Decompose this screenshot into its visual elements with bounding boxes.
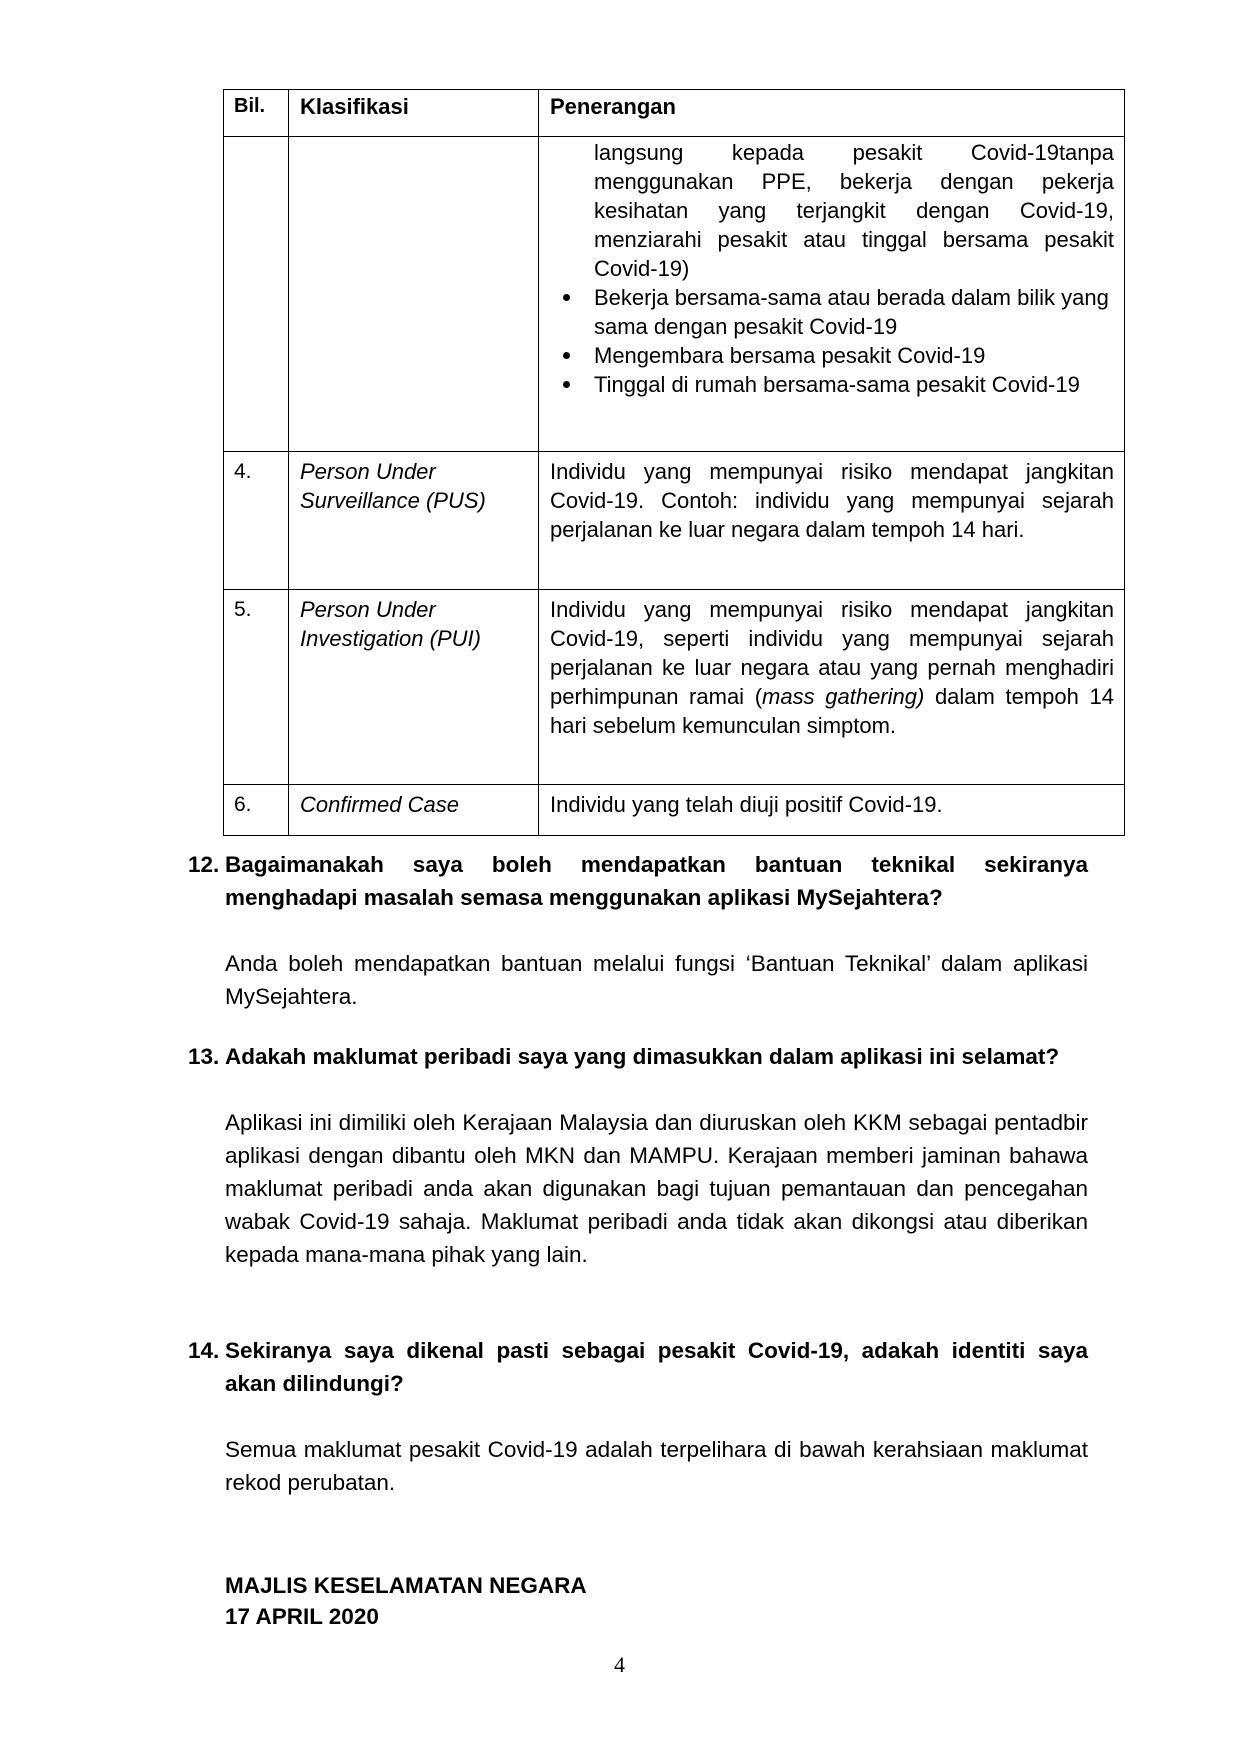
- faq-number: 12.: [188, 852, 220, 877]
- faq-number: 14.: [188, 1338, 220, 1363]
- cell-klasifikasi: Person Under Surveillance (PUS): [289, 452, 539, 590]
- faq-question-text: Adakah maklumat peribadi saya yang dimasukkan dalam aplikasi ini selamat?: [225, 1044, 1060, 1069]
- cell-klasifikasi: Person Under Investigation (PUI): [289, 590, 539, 785]
- cell-klasifikasi: Confirmed Case: [289, 785, 539, 836]
- desc-text: dalam tempoh 14 hari sebelum kemunculan simptom.: [550, 684, 1114, 738]
- faq-question-text: Sekiranya saya dikenal pasti sebagai pesakit Covid-19, adakah identiti saya akan dilindungi?: [225, 1338, 1088, 1396]
- faq-answer: Aplikasi ini dimiliki oleh Kerajaan Malaysia dan diuruskan oleh KKM sebagai pentadbir aplikasi dengan dibantu oleh MKN dan MAMPU. Kerajaan memberi jaminan bahawa maklumat peribadi anda akan digunakan bagi tujuan pemantauan dan pencegahan wabak Covid-19 sahaja. Maklumat peribadi anda tidak akan dikongsi atau diberikan kepada mana-mana pihak yang lain.: [225, 1110, 1088, 1267]
- list-item: [550, 370, 1114, 399]
- page-number-text: 4: [614, 1652, 625, 1677]
- classification-table: [223, 89, 1125, 836]
- bullet-text: Mengembara bersama pesakit Covid-19: [594, 343, 986, 368]
- faq-question: [188, 1334, 1088, 1400]
- faq-question-text: Bagaimanakah saya boleh mendapatkan bantuan teknikal sekiranya menghadapi masalah semasa menggunakan aplikasi MySejahtera?: [225, 852, 1088, 910]
- table-header-row: [224, 90, 1125, 137]
- bullet-text: Tinggal di rumah bersama-sama pesakit Covid-19: [594, 372, 1080, 397]
- cell-penerangan: [539, 137, 1125, 452]
- bullet-icon: [563, 294, 570, 301]
- bullet-list: [550, 283, 1114, 399]
- table-row: [224, 785, 1125, 836]
- cell-bil: 5.: [224, 590, 289, 785]
- table-row-continued: [224, 137, 1125, 452]
- list-item: [550, 283, 1114, 341]
- faq-number: 13.: [188, 1044, 220, 1069]
- cell-bil: [224, 137, 289, 452]
- faq-question: [188, 1040, 1088, 1073]
- signature-block: [225, 1570, 587, 1632]
- faq-answer: Semua maklumat pesakit Covid-19 adalah terpelihara di bawah kerahsiaan maklumat rekod perubatan.: [225, 1437, 1088, 1495]
- faq-item-13: [188, 1040, 1088, 1271]
- continued-text: langsung kepada pesakit Covid-19tanpa menggunakan PPE, bekerja dengan pekerja kesihatan yang terjangkit dengan Covid-19, menziarahi pesakit atau tinggal bersama pesakit Covid-19): [594, 140, 1114, 281]
- faq-answer: Anda boleh mendapatkan bantuan melalui fungsi ‘Bantuan Teknikal’ dalam aplikasi MySejahtera.: [225, 951, 1088, 1009]
- bullet-icon: [563, 381, 570, 388]
- cell-penerangan: Individu yang telah diuji positif Covid-19.: [539, 785, 1125, 836]
- cell-bil: 4.: [224, 452, 289, 590]
- table-row: [224, 590, 1125, 785]
- desc-text: Individu yang mempunyai risiko mendapat jangkitan Covid-19, seperti individu yang mempunyai sejarah perjalanan ke luar negara atau yang pernah menghadiri perhimpunan ramai (: [550, 597, 1114, 709]
- cell-penerangan: [539, 590, 1125, 785]
- header-bil: Bil.: [224, 90, 289, 137]
- cell-penerangan: Individu yang mempunyai risiko mendapat jangkitan Covid-19. Contoh: individu yang mempunyai sejarah perjalanan ke luar negara dalam tempoh 14 hari.: [539, 452, 1125, 590]
- faq-item-14: [188, 1334, 1088, 1499]
- table-row: [224, 452, 1125, 590]
- signature-organization: MAJLIS KESELAMATAN NEGARA: [225, 1573, 587, 1598]
- page-number: [0, 1652, 1239, 1678]
- faq-item-12: [188, 848, 1088, 1013]
- cell-bil: 6.: [224, 785, 289, 836]
- faq-question: [188, 848, 1088, 914]
- header-klasifikasi: Klasifikasi: [289, 90, 539, 137]
- list-item: [550, 341, 1114, 370]
- signature-date: 17 APRIL 2020: [225, 1604, 379, 1629]
- cell-klasifikasi: [289, 137, 539, 452]
- bullet-text: Bekerja bersama-sama atau berada dalam bilik yang sama dengan pesakit Covid-19: [594, 285, 1109, 339]
- bullet-icon: [563, 352, 570, 359]
- desc-italic-term: mass gathering): [762, 684, 925, 709]
- header-penerangan: Penerangan: [539, 90, 1125, 137]
